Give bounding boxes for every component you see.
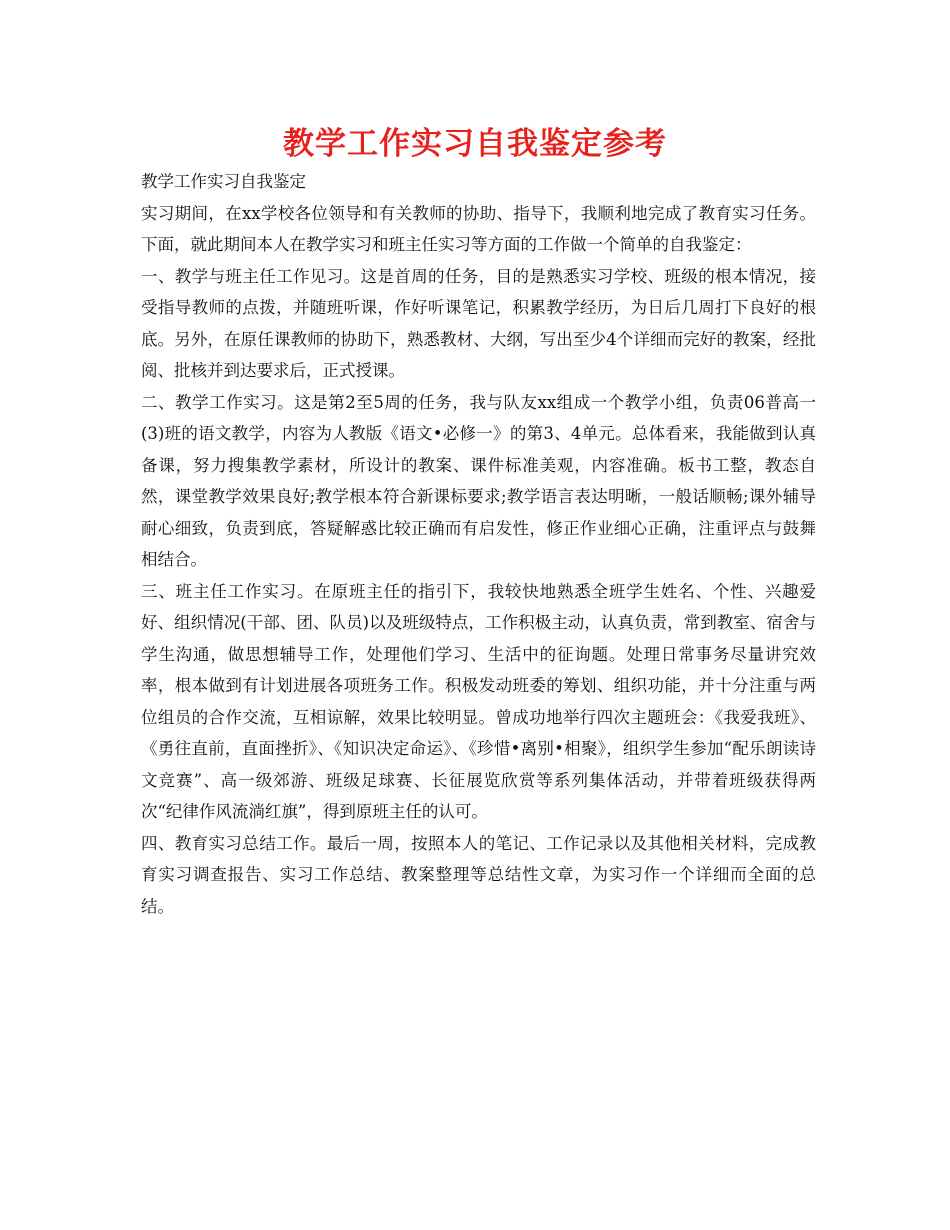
section-head-teacher-paragraph: 三、班主任工作实习。在原班主任的指引下，我较快地熟悉全班学生姓名、个性、兴趣爱好、组织情况(干部、团、队员)以及班级特点，工作积极主动，认真负责，常到教室、宿舍与学生沟通，做思想辅导工作，处理他们学习、生活中的征询题。处理日常事务尽量讲究效率，根本做到有计划进展各项班务工作。积极发动班委的筹划、组织功能，并十分注重与两位组员的合作交流，互相谅解，效果比较明显。曾成功地举行四次主题班会：《我爱我班》、《勇往直前，直面挫折》、《知识决定命运》、《珍惜•离别•相聚》，组织学生参加“配乐朗读诗文竞赛”、高一级郊游、班级足球赛、长征展览欣赏等系列集体活动，并带着班级获得两次“纪律作风流淌红旗”，得到原班主任的认可。 xyxy=(141,581,816,821)
section-summary-paragraph: 四、教育实习总结工作。最后一周，按照本人的笔记、工作记录以及其他相关材料，完成教育实习调查报告、实习工作总结、教案整理等总结性文章，为实习作一个详细而全面的总结。 xyxy=(141,833,816,916)
document-body xyxy=(141,166,816,922)
intro-paragraph: 实习期间，在xx学校各位领导和有关教师的协助、指导下，我顺利地完成了教育实习任务。下面，就此期间本人在教学实习和班主任实习等方面的工作做一个简单的自我鉴定： xyxy=(141,203,816,254)
section-teaching-paragraph: 二、教学工作实习。这是第2至5周的任务，我与队友xx组成一个教学小组，负责06普高一(3)班的语文教学，内容为人教版《语文•必修一》的第3、4单元。总体看来，我能做到认真备课，努力搜集教学素材，所设计的教案、课件标准美观，内容准确。板书工整，教态自然，课堂教学效果良好;教学根本符合新课标要求;教学语言表达明晰，一般话顺畅;课外辅导耐心细致，负责到底，答疑解惑比较正确而有启发性，修正作业细心正确，注重评点与鼓舞相结合。 xyxy=(141,392,816,569)
section-observation-paragraph: 一、教学与班主任工作见习。这是首周的任务，目的是熟悉实习学校、班级的根本情况，接受指导教师的点拨，并随班听课，作好听课笔记，积累教学经历，为日后几周打下良好的根底。另外，在原任课教师的协助下，熟悉教材、大纲，写出至少4个详细而完好的教案，经批阅、批核并到达要求后，正式授课。 xyxy=(141,266,816,380)
document-title: 教学工作实习自我鉴定参考 xyxy=(283,126,667,162)
subtitle-paragraph: 教学工作实习自我鉴定 xyxy=(141,172,306,191)
